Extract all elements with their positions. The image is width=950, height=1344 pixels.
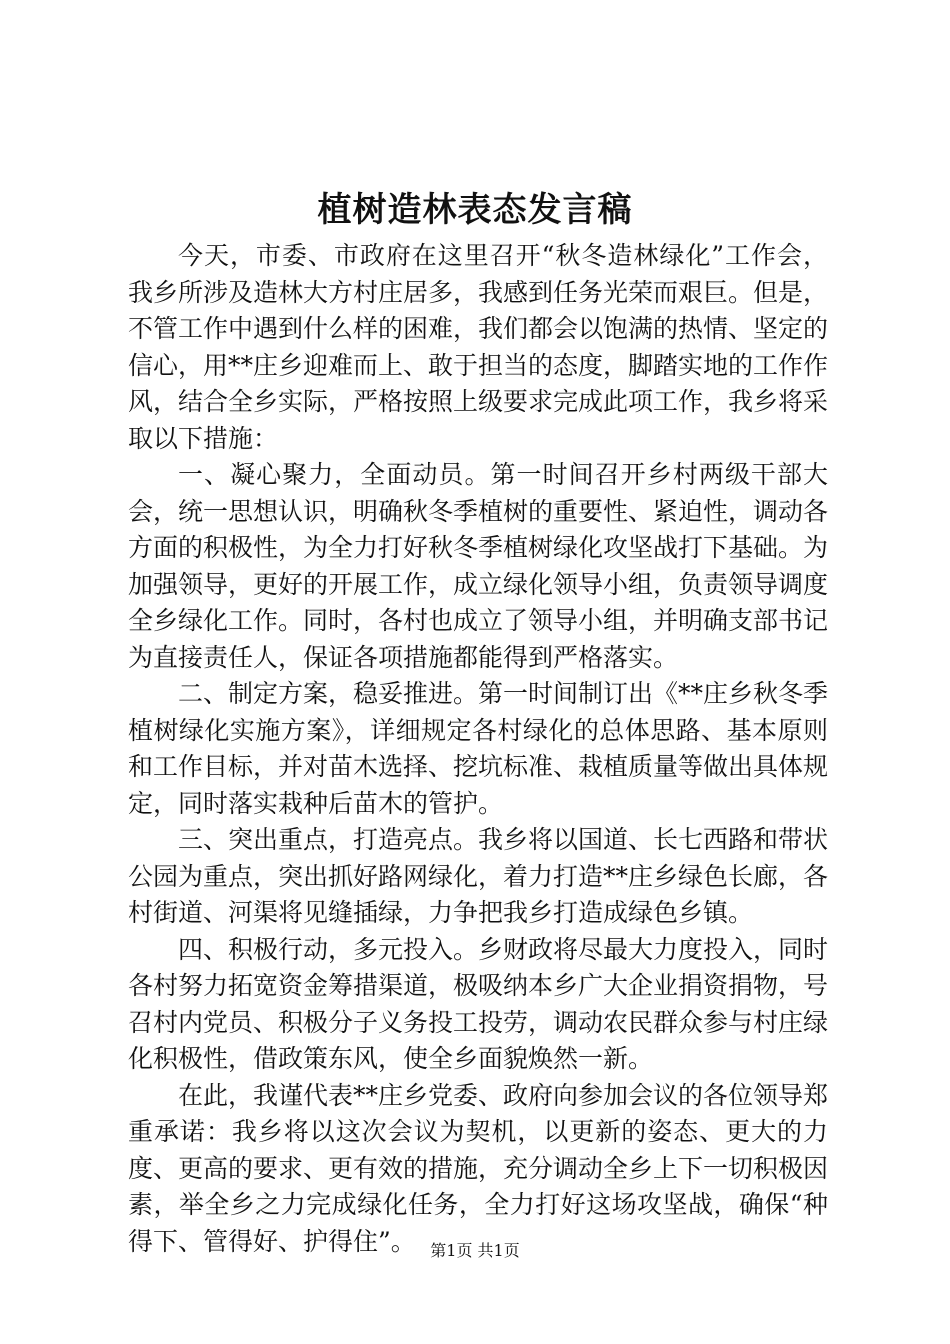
paragraph-intro: 今天，市委、市政府在这里召开“秋冬造林绿化”工作会，我乡所涉及造林大方村庄居多，我感到任务光荣而艰巨。但是，不管工作中遇到什么样的困难，我们都会以饱满的热情、坚定的信心，用**庄乡迎难而上、敢于担当的态度，脚踏实地的工作作风，结合全乡实际，严格按照上级要求完成此项工作，我乡将采取以下措施： bbox=[128, 241, 829, 453]
paragraph-measure-3: 三、突出重点，打造亮点。我乡将以国道、长七西路和带状公园为重点，突出抓好路网绿化，着力打造**庄乡绿色长廊，各村街道、河渠将见缝插绿，力争把我乡打造成绿色乡镇。 bbox=[128, 825, 829, 927]
document-title: 植树造林表态发言稿 bbox=[317, 190, 633, 230]
paragraph-measure-4: 四、积极行动，多元投入。乡财政将尽最大力度投入，同时各村努力拓宽资金筹措渠道，极吸纳本乡广大企业捐资捐物，号召村内党员、积极分子义务投工投劳，调动农民群众参与村庄绿化积极性，借政策东风，使全乡面貌焕然一新。 bbox=[128, 934, 829, 1073]
paragraph-closing: 在此，我谨代表**庄乡党委、政府向参加会议的各位领导郑重承诺：我乡将以这次会议为契机，以更新的姿态、更大的力度、更高的要求、更有效的措施，充分调动全乡上下一切积极因素，举全乡之力完成绿化任务，全力打好这场攻坚战，确保“种得下、管得好、护得住”。 bbox=[128, 1080, 829, 1256]
document-body bbox=[128, 238, 828, 1260]
paragraph-measure-1: 一、凝心聚力，全面动员。第一时间召开乡村两级干部大会，统一思想认识，明确秋冬季植树的重要性、紧迫性，调动各方面的积极性，为全力打好秋冬季植树绿化攻坚战打下基础。为加强领导，更好的开展工作，成立绿化领导小组，负责领导调度全乡绿化工作。同时，各村也成立了领导小组，并明确支部书记为直接责任人，保证各项措施都能得到严格落实。 bbox=[128, 460, 829, 672]
page-footer: 第1页 共1页 bbox=[430, 1241, 520, 1260]
paragraph-measure-2: 二、制定方案，稳妥推进。第一时间制订出《**庄乡秋冬季植树绿化实施方案》，详细规定各村绿化的总体思路、基本原则和工作目标，并对苗木选择、挖坑标准、栽植质量等做出具体规定，同时落实栽种后苗木的管护。 bbox=[128, 679, 829, 818]
